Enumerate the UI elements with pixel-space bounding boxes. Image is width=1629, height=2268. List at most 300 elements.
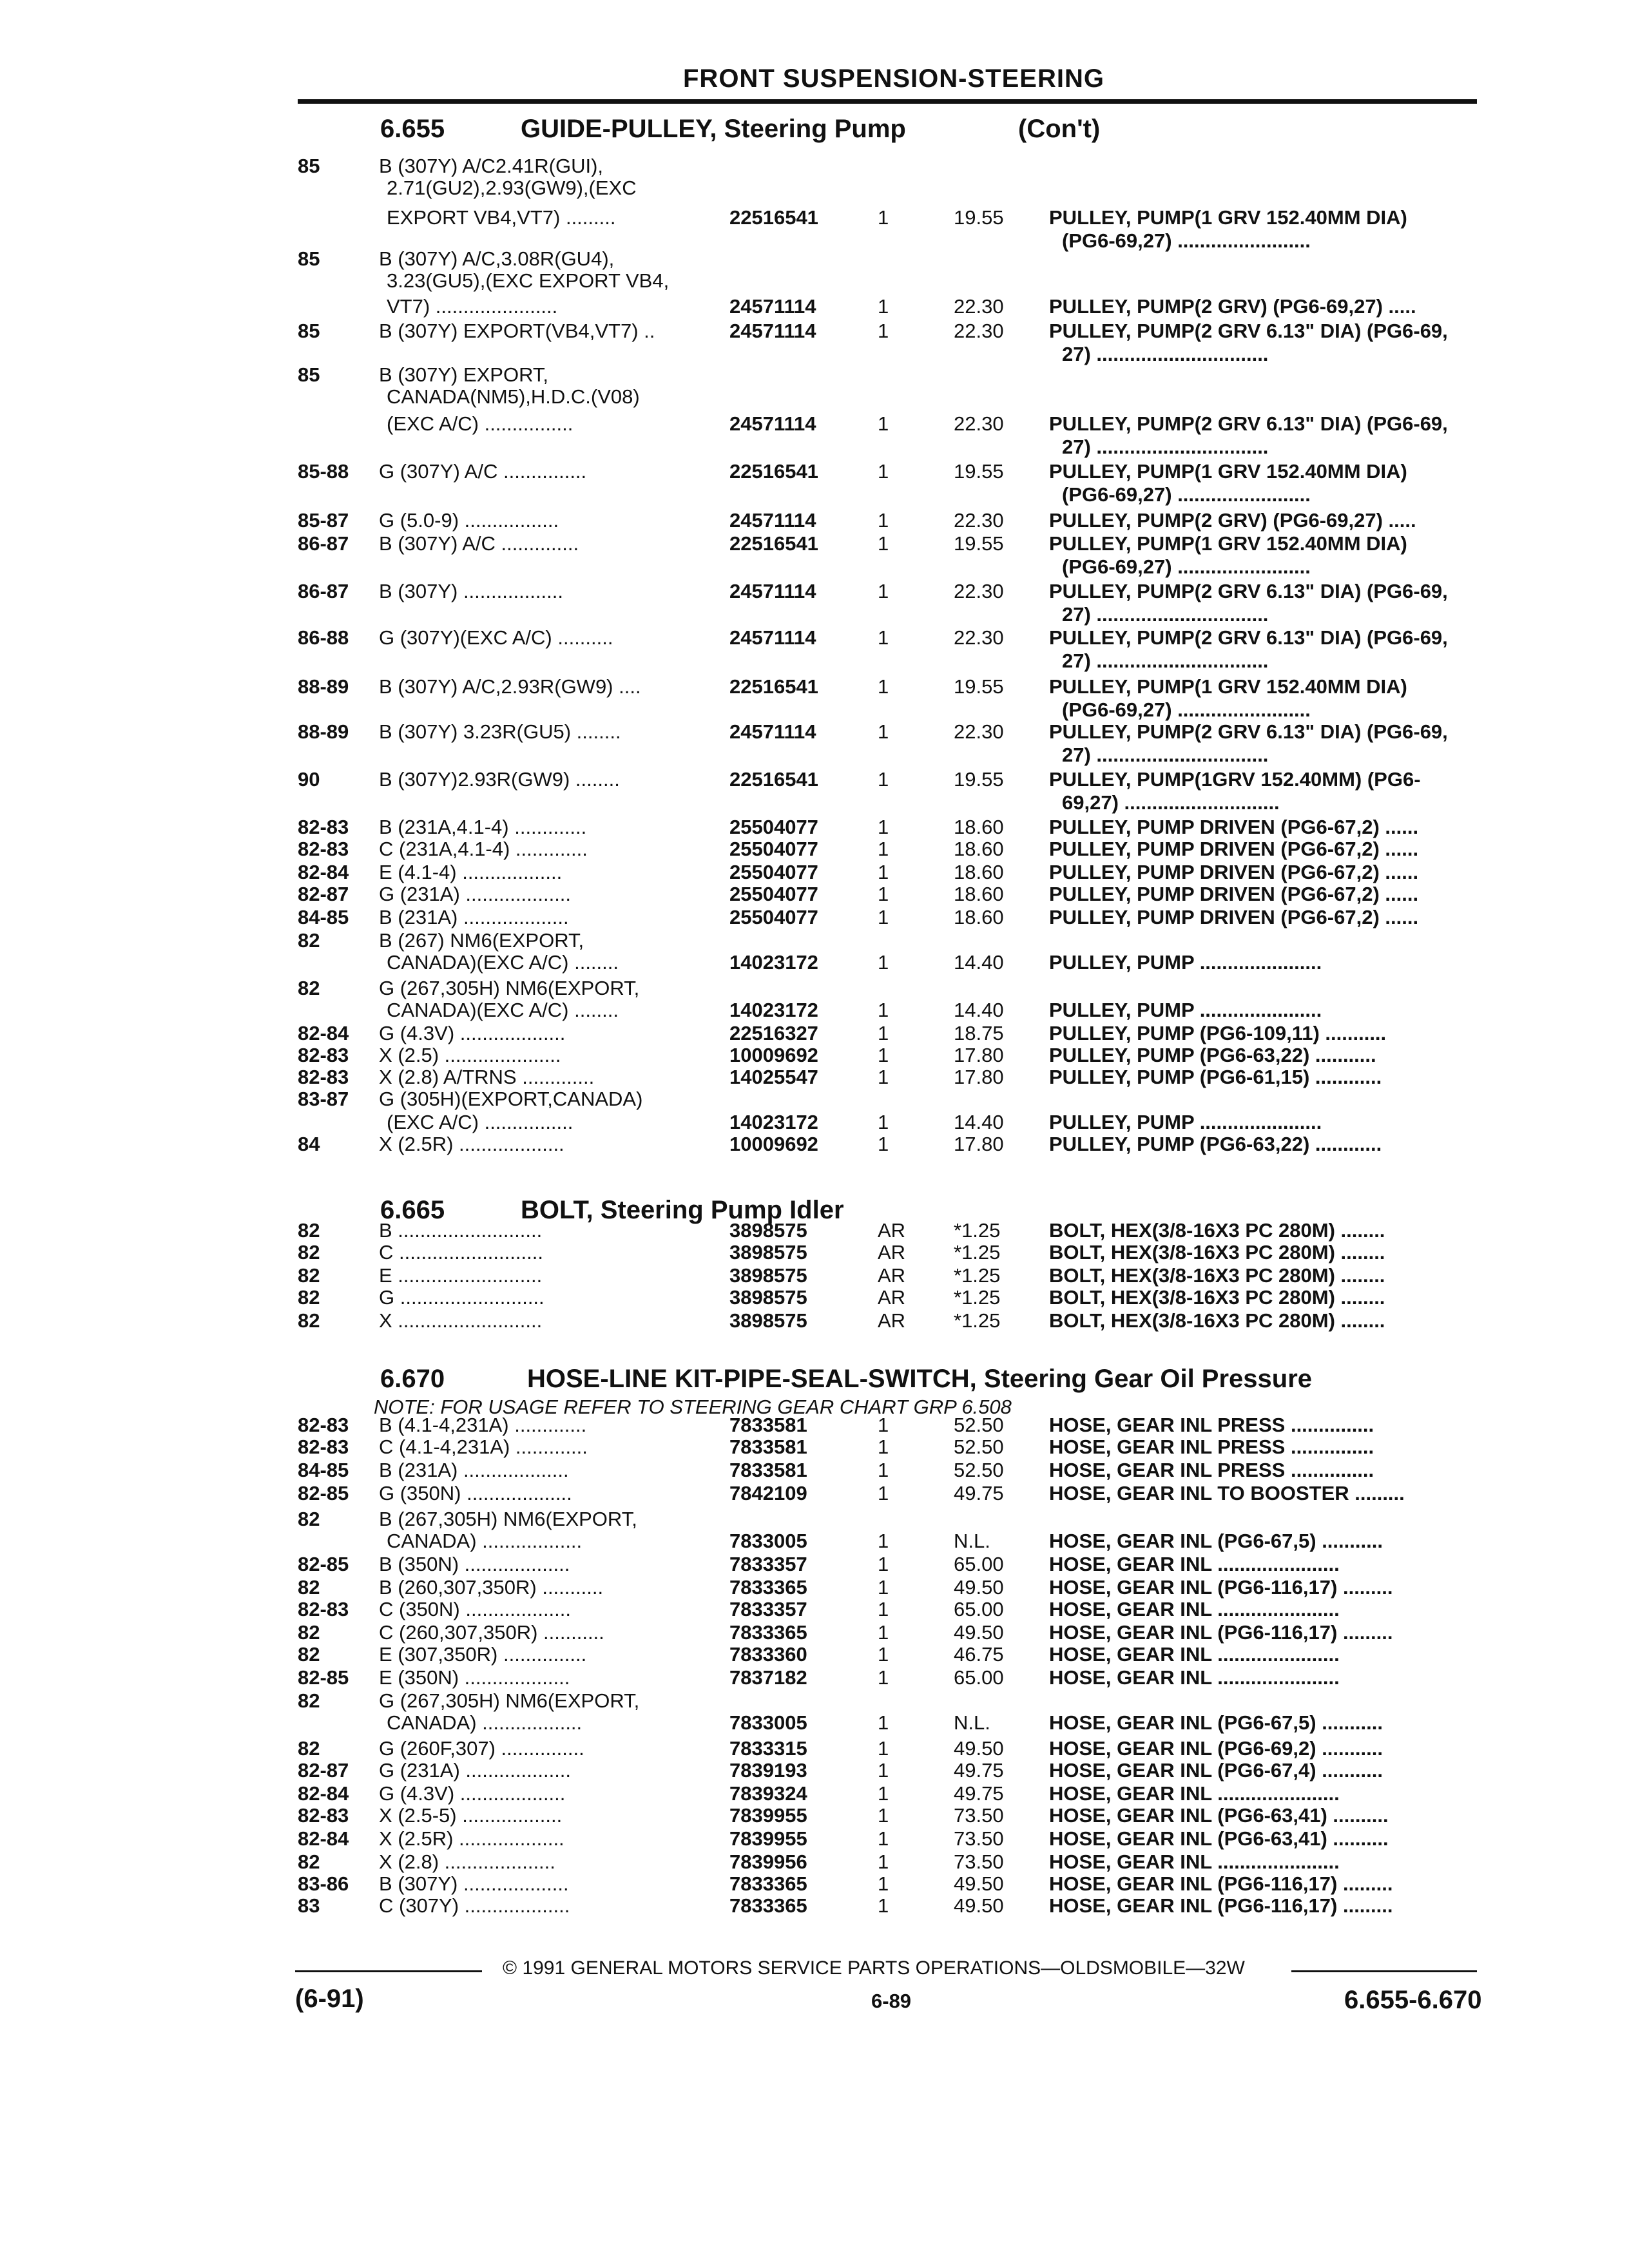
- parts-row: [0, 436, 1629, 459]
- section-number: 6.655: [380, 115, 445, 143]
- row-application: X (2.8) ....................: [379, 1850, 555, 1873]
- row-years: 82-83: [298, 838, 349, 860]
- row-application: G (305H)(EXPORT,CANADA): [379, 1088, 643, 1110]
- row-years: 82-83: [298, 1436, 349, 1458]
- parts-row: [0, 1264, 1629, 1287]
- row-description: HOSE, GEAR INL ......................: [1049, 1553, 1340, 1575]
- parts-row: [0, 1111, 1629, 1134]
- row-years: 88-89: [298, 720, 349, 743]
- parts-row: [0, 320, 1629, 343]
- row-quantity: 1: [878, 1111, 889, 1133]
- row-description: BOLT, HEX(3/8-16X3 PC 280M) ........: [1049, 1219, 1385, 1242]
- row-part-number: 7837182: [729, 1666, 807, 1689]
- row-description: PULLEY, PUMP DRIVEN (PG6-67,2) ......: [1049, 838, 1419, 860]
- row-application: B (260,307,350R) ...........: [379, 1576, 604, 1599]
- row-part-number: 3898575: [729, 1286, 807, 1309]
- row-years: 82: [298, 1737, 320, 1760]
- parts-row: [0, 206, 1629, 229]
- row-description: (PG6-69,27) ........................: [1062, 698, 1311, 721]
- row-description: BOLT, HEX(3/8-16X3 PC 280M) ........: [1049, 1286, 1385, 1309]
- row-years: 82: [298, 1309, 320, 1332]
- row-description: PULLEY, PUMP DRIVEN (PG6-67,2) ......: [1049, 861, 1419, 883]
- footer-date: (6-91): [295, 1984, 364, 2013]
- row-application: B (4.1-4,231A) .............: [379, 1414, 587, 1436]
- row-quantity: AR: [878, 1241, 906, 1264]
- row-part-number: 3898575: [729, 1309, 807, 1332]
- row-application: B ..........................: [379, 1219, 543, 1242]
- row-part-number: 3898575: [729, 1219, 807, 1242]
- row-application: (EXC A/C) ................: [387, 1111, 574, 1133]
- parts-row: [0, 295, 1629, 318]
- row-description: PULLEY, PUMP DRIVEN (PG6-67,2) ......: [1049, 906, 1419, 928]
- row-quantity: 1: [878, 1711, 889, 1734]
- row-application: B (307Y) A/C2.41R(GUI),: [379, 155, 604, 177]
- row-price: 22.30: [954, 626, 1004, 649]
- parts-row: [0, 1530, 1629, 1553]
- row-description: PULLEY, PUMP ......................: [1049, 1111, 1322, 1133]
- row-part-number: 24571114: [729, 509, 816, 532]
- parts-row: [0, 1804, 1629, 1827]
- row-quantity: 1: [878, 1872, 889, 1895]
- row-application: G (307Y) A/C ...............: [379, 460, 587, 483]
- row-years: 85: [298, 247, 320, 270]
- row-application: G (350N) ...................: [379, 1482, 572, 1504]
- row-description: HOSE, GEAR INL ......................: [1049, 1643, 1340, 1666]
- row-application: CANADA)(EXC A/C) ........: [387, 951, 619, 974]
- row-description: 27) ...............................: [1062, 744, 1269, 766]
- row-description: HOSE, GEAR INL (PG6-116,17) .........: [1049, 1894, 1393, 1917]
- row-description: PULLEY, PUMP(2 GRV 6.13" DIA) (PG6-69,: [1049, 720, 1448, 743]
- row-years: 85-87: [298, 509, 349, 532]
- row-price: 18.60: [954, 906, 1004, 928]
- row-quantity: 1: [878, 720, 889, 743]
- row-quantity: 1: [878, 768, 889, 791]
- row-application: (EXC A/C) ................: [387, 412, 574, 435]
- row-price: 19.55: [954, 768, 1004, 791]
- parts-row: [0, 1827, 1629, 1850]
- row-price: 14.40: [954, 999, 1004, 1021]
- page-header: FRONT SUSPENSION-STEERING: [683, 64, 1104, 93]
- parts-row: [0, 626, 1629, 649]
- parts-row: [0, 1643, 1629, 1666]
- row-description: PULLEY, PUMP(1 GRV 152.40MM DIA): [1049, 532, 1407, 555]
- row-application: B (307Y) ...................: [379, 1872, 569, 1895]
- section-title: HOSE-LINE KIT-PIPE-SEAL-SWITCH, Steering Gear Oil Pressure: [527, 1365, 1313, 1393]
- row-application: B (307Y) 3.23R(GU5) ........: [379, 720, 621, 743]
- parts-row: [0, 675, 1629, 698]
- row-quantity: 1: [878, 1850, 889, 1873]
- row-quantity: 1: [878, 1553, 889, 1575]
- row-price: 17.80: [954, 1066, 1004, 1088]
- row-years: 82: [298, 1286, 320, 1309]
- row-application: G (4.3V) ...................: [379, 1782, 566, 1805]
- row-description: 69,27) ............................: [1062, 791, 1280, 814]
- row-price: 18.60: [954, 838, 1004, 860]
- row-price: 49.75: [954, 1482, 1004, 1504]
- row-part-number: 22516541: [729, 460, 818, 483]
- row-part-number: 7833357: [729, 1598, 807, 1620]
- row-quantity: 1: [878, 951, 889, 974]
- parts-row: [0, 698, 1629, 722]
- row-price: *1.25: [954, 1309, 1001, 1332]
- row-application: G (260F,307) ...............: [379, 1737, 584, 1760]
- row-quantity: 1: [878, 1436, 889, 1458]
- row-years: 82-84: [298, 1782, 349, 1805]
- footer-section-range: 6.655-6.670: [1344, 1986, 1482, 2014]
- row-years: 82-83: [298, 1598, 349, 1620]
- row-quantity: 1: [878, 1737, 889, 1760]
- parts-row: [0, 951, 1629, 974]
- row-price: 18.60: [954, 816, 1004, 838]
- row-years: 82-84: [298, 1022, 349, 1044]
- row-price: 49.50: [954, 1737, 1004, 1760]
- row-quantity: 1: [878, 626, 889, 649]
- row-description: PULLEY, PUMP(2 GRV 6.13" DIA) (PG6-69,: [1049, 412, 1448, 435]
- row-application: 3.23(GU5),(EXC EXPORT VB4,: [387, 269, 670, 292]
- row-years: 82: [298, 929, 320, 952]
- row-years: 82: [298, 1643, 320, 1666]
- row-application: B (307Y) A/C,3.08R(GU4),: [379, 247, 615, 270]
- parts-row: [0, 363, 1629, 387]
- parts-row: [0, 861, 1629, 884]
- row-years: 88-89: [298, 675, 349, 698]
- row-description: HOSE, GEAR INL ......................: [1049, 1598, 1340, 1620]
- row-application: B (307Y)2.93R(GW9) ........: [379, 768, 620, 791]
- parts-row: [0, 1737, 1629, 1760]
- row-part-number: 24571114: [729, 720, 816, 743]
- row-quantity: 1: [878, 1827, 889, 1850]
- row-quantity: 1: [878, 1598, 889, 1620]
- row-years: 85: [298, 155, 320, 177]
- row-application: X (2.5R) ...................: [379, 1133, 564, 1155]
- row-price: 73.50: [954, 1804, 1004, 1827]
- row-part-number: 7833005: [729, 1530, 807, 1552]
- row-part-number: 22516541: [729, 768, 818, 791]
- row-price: 52.50: [954, 1459, 1004, 1481]
- parts-row: [0, 247, 1629, 271]
- row-application: B (231A,4.1-4) .............: [379, 816, 587, 838]
- row-application: X (2.5) .....................: [379, 1044, 561, 1066]
- row-application: 2.71(GU2),2.93(GW9),(EXC: [387, 177, 637, 199]
- row-quantity: 1: [878, 1459, 889, 1481]
- parts-row: [0, 1850, 1629, 1874]
- row-part-number: 10009692: [729, 1133, 818, 1155]
- row-part-number: 3898575: [729, 1264, 807, 1287]
- parts-row: [0, 791, 1629, 814]
- row-description: (PG6-69,27) ........................: [1062, 229, 1311, 252]
- row-quantity: 1: [878, 1414, 889, 1436]
- row-description: PULLEY, PUMP (PG6-109,11) ...........: [1049, 1022, 1387, 1044]
- row-price: 73.50: [954, 1827, 1004, 1850]
- row-quantity: 1: [878, 1530, 889, 1552]
- row-description: PULLEY, PUMP ......................: [1049, 951, 1322, 974]
- row-application: G (267,305H) NM6(EXPORT,: [379, 1689, 640, 1712]
- parts-row: [0, 1133, 1629, 1156]
- row-quantity: 1: [878, 816, 889, 838]
- row-part-number: 7833357: [729, 1553, 807, 1575]
- row-description: PULLEY, PUMP(1 GRV 152.40MM DIA): [1049, 675, 1407, 698]
- parts-row: [0, 1241, 1629, 1264]
- row-description: BOLT, HEX(3/8-16X3 PC 280M) ........: [1049, 1241, 1385, 1264]
- row-application: E (307,350R) ...............: [379, 1643, 587, 1666]
- parts-row: [0, 1782, 1629, 1805]
- row-part-number: 7839193: [729, 1759, 807, 1782]
- row-years: 82-87: [298, 1759, 349, 1782]
- parts-row: [0, 999, 1629, 1022]
- row-years: 84: [298, 1133, 320, 1155]
- parts-row: [0, 1482, 1629, 1505]
- row-description: HOSE, GEAR INL PRESS ...............: [1049, 1414, 1374, 1436]
- row-description: 27) ...............................: [1062, 343, 1269, 365]
- row-price: 65.00: [954, 1598, 1004, 1620]
- section-number: 6.665: [380, 1196, 445, 1224]
- parts-row: [0, 838, 1629, 861]
- row-part-number: 14023172: [729, 951, 818, 974]
- row-quantity: AR: [878, 1219, 906, 1242]
- row-years: 82: [298, 1508, 320, 1530]
- row-quantity: 1: [878, 1804, 889, 1827]
- row-price: 14.40: [954, 951, 1004, 974]
- row-part-number: 7833365: [729, 1576, 807, 1599]
- row-years: 85: [298, 320, 320, 342]
- row-quantity: 1: [878, 295, 889, 318]
- row-part-number: 25504077: [729, 883, 818, 905]
- row-quantity: 1: [878, 1666, 889, 1689]
- row-quantity: 1: [878, 906, 889, 928]
- row-price: 19.55: [954, 460, 1004, 483]
- row-application: B (231A) ...................: [379, 906, 569, 928]
- row-application: B (267,305H) NM6(EXPORT,: [379, 1508, 637, 1530]
- row-description: PULLEY, PUMP(2 GRV 6.13" DIA) (PG6-69,: [1049, 320, 1448, 342]
- row-years: 82: [298, 1241, 320, 1264]
- parts-row: [0, 1459, 1629, 1482]
- row-quantity: AR: [878, 1264, 906, 1287]
- parts-row: [0, 744, 1629, 767]
- row-description: PULLEY, PUMP(2 GRV) (PG6-69,27) .....: [1049, 509, 1416, 532]
- row-quantity: 1: [878, 883, 889, 905]
- row-description: PULLEY, PUMP(1 GRV 152.40MM DIA): [1049, 206, 1407, 229]
- row-years: 82-83: [298, 1044, 349, 1066]
- section-title: BOLT, Steering Pump Idler: [521, 1196, 844, 1224]
- parts-row: [0, 1621, 1629, 1644]
- row-price: 19.55: [954, 206, 1004, 229]
- header-rule: [298, 99, 1477, 104]
- parts-row: [0, 509, 1629, 532]
- row-price: 18.75: [954, 1022, 1004, 1044]
- row-years: 82-83: [298, 1804, 349, 1827]
- parts-row: [0, 412, 1629, 436]
- parts-row: [0, 1759, 1629, 1782]
- row-part-number: 7839955: [729, 1804, 807, 1827]
- row-quantity: 1: [878, 532, 889, 555]
- row-description: (PG6-69,27) ........................: [1062, 483, 1311, 506]
- row-application: C (307Y) ...................: [379, 1894, 570, 1917]
- row-application: C (4.1-4,231A) .............: [379, 1436, 588, 1458]
- row-description: HOSE, GEAR INL (PG6-69,2) ...........: [1049, 1737, 1383, 1760]
- row-description: HOSE, GEAR INL ......................: [1049, 1850, 1340, 1873]
- row-part-number: 24571114: [729, 320, 816, 342]
- parts-row: [0, 768, 1629, 791]
- row-part-number: 25504077: [729, 816, 818, 838]
- row-description: PULLEY, PUMP(2 GRV 6.13" DIA) (PG6-69,: [1049, 626, 1448, 649]
- row-description: HOSE, GEAR INL TO BOOSTER .........: [1049, 1482, 1405, 1504]
- parts-row: [0, 1022, 1629, 1045]
- row-application: EXPORT VB4,VT7) .........: [387, 206, 616, 229]
- row-quantity: 1: [878, 861, 889, 883]
- row-part-number: 14023172: [729, 999, 818, 1021]
- row-description: BOLT, HEX(3/8-16X3 PC 280M) ........: [1049, 1264, 1385, 1287]
- row-years: 83-86: [298, 1872, 349, 1895]
- parts-row: [0, 385, 1629, 408]
- section-number: 6.670: [380, 1365, 445, 1393]
- parts-row: [0, 269, 1629, 293]
- parts-row: [0, 1066, 1629, 1089]
- row-quantity: 1: [878, 1133, 889, 1155]
- row-description: PULLEY, PUMP(1 GRV 152.40MM DIA): [1049, 460, 1407, 483]
- parts-row: [0, 1553, 1629, 1576]
- row-price: 65.00: [954, 1553, 1004, 1575]
- row-quantity: 1: [878, 580, 889, 602]
- row-description: PULLEY, PUMP ......................: [1049, 999, 1322, 1021]
- row-quantity: 1: [878, 206, 889, 229]
- row-years: 83-87: [298, 1088, 349, 1110]
- row-years: 82-85: [298, 1482, 349, 1504]
- row-application: B (267) NM6(EXPORT,: [379, 929, 584, 952]
- row-application: X ..........................: [379, 1309, 543, 1332]
- row-part-number: 3898575: [729, 1241, 807, 1264]
- row-price: 19.55: [954, 532, 1004, 555]
- row-part-number: 24571114: [729, 626, 816, 649]
- row-quantity: 1: [878, 1044, 889, 1066]
- row-part-number: 7833365: [729, 1872, 807, 1895]
- row-part-number: 7833315: [729, 1737, 807, 1760]
- row-part-number: 10009692: [729, 1044, 818, 1066]
- footer-rule-left: [295, 1970, 482, 1972]
- row-application: VT7) ......................: [387, 295, 558, 318]
- row-quantity: 1: [878, 320, 889, 342]
- row-description: HOSE, GEAR INL (PG6-116,17) .........: [1049, 1872, 1393, 1895]
- row-description: PULLEY, PUMP(2 GRV) (PG6-69,27) .....: [1049, 295, 1416, 318]
- row-part-number: 14025547: [729, 1066, 818, 1088]
- row-description: HOSE, GEAR INL (PG6-63,41) ..........: [1049, 1827, 1389, 1850]
- parts-row: [0, 1436, 1629, 1459]
- row-price: 14.40: [954, 1111, 1004, 1133]
- row-part-number: 7833365: [729, 1621, 807, 1644]
- row-quantity: 1: [878, 999, 889, 1021]
- row-quantity: 1: [878, 412, 889, 435]
- row-price: 49.75: [954, 1782, 1004, 1805]
- parts-row: [0, 155, 1629, 178]
- row-price: N.L.: [954, 1711, 990, 1734]
- row-application: CANADA) ..................: [387, 1530, 583, 1552]
- parts-row: [0, 1689, 1629, 1713]
- row-part-number: 7833581: [729, 1436, 807, 1458]
- row-description: PULLEY, PUMP DRIVEN (PG6-67,2) ......: [1049, 816, 1419, 838]
- row-quantity: 1: [878, 1894, 889, 1917]
- row-application: G (4.3V) ...................: [379, 1022, 566, 1044]
- row-application: G (307Y)(EXC A/C) ..........: [379, 626, 613, 649]
- row-years: 82-84: [298, 861, 349, 883]
- row-price: 18.60: [954, 883, 1004, 905]
- row-application: X (2.5R) ...................: [379, 1827, 564, 1850]
- row-price: 18.60: [954, 861, 1004, 883]
- row-years: 84-85: [298, 1459, 349, 1481]
- row-quantity: 1: [878, 1022, 889, 1044]
- row-description: PULLEY, PUMP (PG6-63,22) ............: [1049, 1133, 1382, 1155]
- row-part-number: 25504077: [729, 906, 818, 928]
- row-years: 82-85: [298, 1553, 349, 1575]
- footer-rule-right: [1291, 1970, 1477, 1972]
- row-application: B (307Y) A/C,2.93R(GW9) ....: [379, 675, 641, 698]
- row-quantity: 1: [878, 1066, 889, 1088]
- row-application: X (2.8) A/TRNS .............: [379, 1066, 595, 1088]
- row-quantity: AR: [878, 1309, 906, 1332]
- row-part-number: 25504077: [729, 861, 818, 883]
- row-application: C (231A,4.1-4) .............: [379, 838, 588, 860]
- row-price: 49.50: [954, 1576, 1004, 1599]
- row-part-number: 7839955: [729, 1827, 807, 1850]
- parts-row: [0, 1309, 1629, 1332]
- row-part-number: 7839956: [729, 1850, 807, 1873]
- row-application: G (5.0-9) .................: [379, 509, 559, 532]
- row-part-number: 7833005: [729, 1711, 807, 1734]
- parts-row: [0, 1598, 1629, 1621]
- parts-row: [0, 1044, 1629, 1067]
- row-application: CANADA) ..................: [387, 1711, 583, 1734]
- row-application: B (307Y) A/C ..............: [379, 532, 579, 555]
- parts-row: [0, 1872, 1629, 1896]
- row-years: 86-87: [298, 580, 349, 602]
- row-years: 83: [298, 1894, 320, 1917]
- parts-row: [0, 1414, 1629, 1437]
- parts-row: [0, 649, 1629, 673]
- parts-row: [0, 1576, 1629, 1599]
- row-price: 17.80: [954, 1133, 1004, 1155]
- row-quantity: 1: [878, 838, 889, 860]
- row-part-number: 22516541: [729, 532, 818, 555]
- row-application: CANADA(NM5),H.D.C.(V08): [387, 385, 640, 408]
- row-price: 49.50: [954, 1894, 1004, 1917]
- row-application: X (2.5-5) ..................: [379, 1804, 563, 1827]
- row-application: CANADA)(EXC A/C) ........: [387, 999, 619, 1021]
- row-years: 82: [298, 1621, 320, 1644]
- row-quantity: 1: [878, 1782, 889, 1805]
- row-years: 86-88: [298, 626, 349, 649]
- row-application: B (231A) ...................: [379, 1459, 569, 1481]
- parts-row: [0, 720, 1629, 744]
- row-years: 82: [298, 1576, 320, 1599]
- row-description: BOLT, HEX(3/8-16X3 PC 280M) ........: [1049, 1309, 1385, 1332]
- parts-row: [0, 816, 1629, 839]
- row-years: 82-83: [298, 1414, 349, 1436]
- section-title: GUIDE-PULLEY, Steering Pump: [521, 115, 906, 143]
- row-price: 22.30: [954, 580, 1004, 602]
- row-price: 65.00: [954, 1666, 1004, 1689]
- row-description: PULLEY, PUMP(1GRV 152.40MM) (PG6-: [1049, 768, 1421, 791]
- parts-row: [0, 1894, 1629, 1917]
- row-price: 22.30: [954, 412, 1004, 435]
- row-years: 82: [298, 1264, 320, 1287]
- row-description: PULLEY, PUMP (PG6-63,22) ...........: [1049, 1044, 1376, 1066]
- row-price: 17.80: [954, 1044, 1004, 1066]
- row-description: HOSE, GEAR INL ......................: [1049, 1782, 1340, 1805]
- parts-row: [0, 532, 1629, 555]
- row-description: HOSE, GEAR INL (PG6-63,41) ..........: [1049, 1804, 1389, 1827]
- row-quantity: 1: [878, 460, 889, 483]
- row-quantity: 1: [878, 1621, 889, 1644]
- row-price: 22.30: [954, 320, 1004, 342]
- row-description: 27) ...............................: [1062, 649, 1269, 672]
